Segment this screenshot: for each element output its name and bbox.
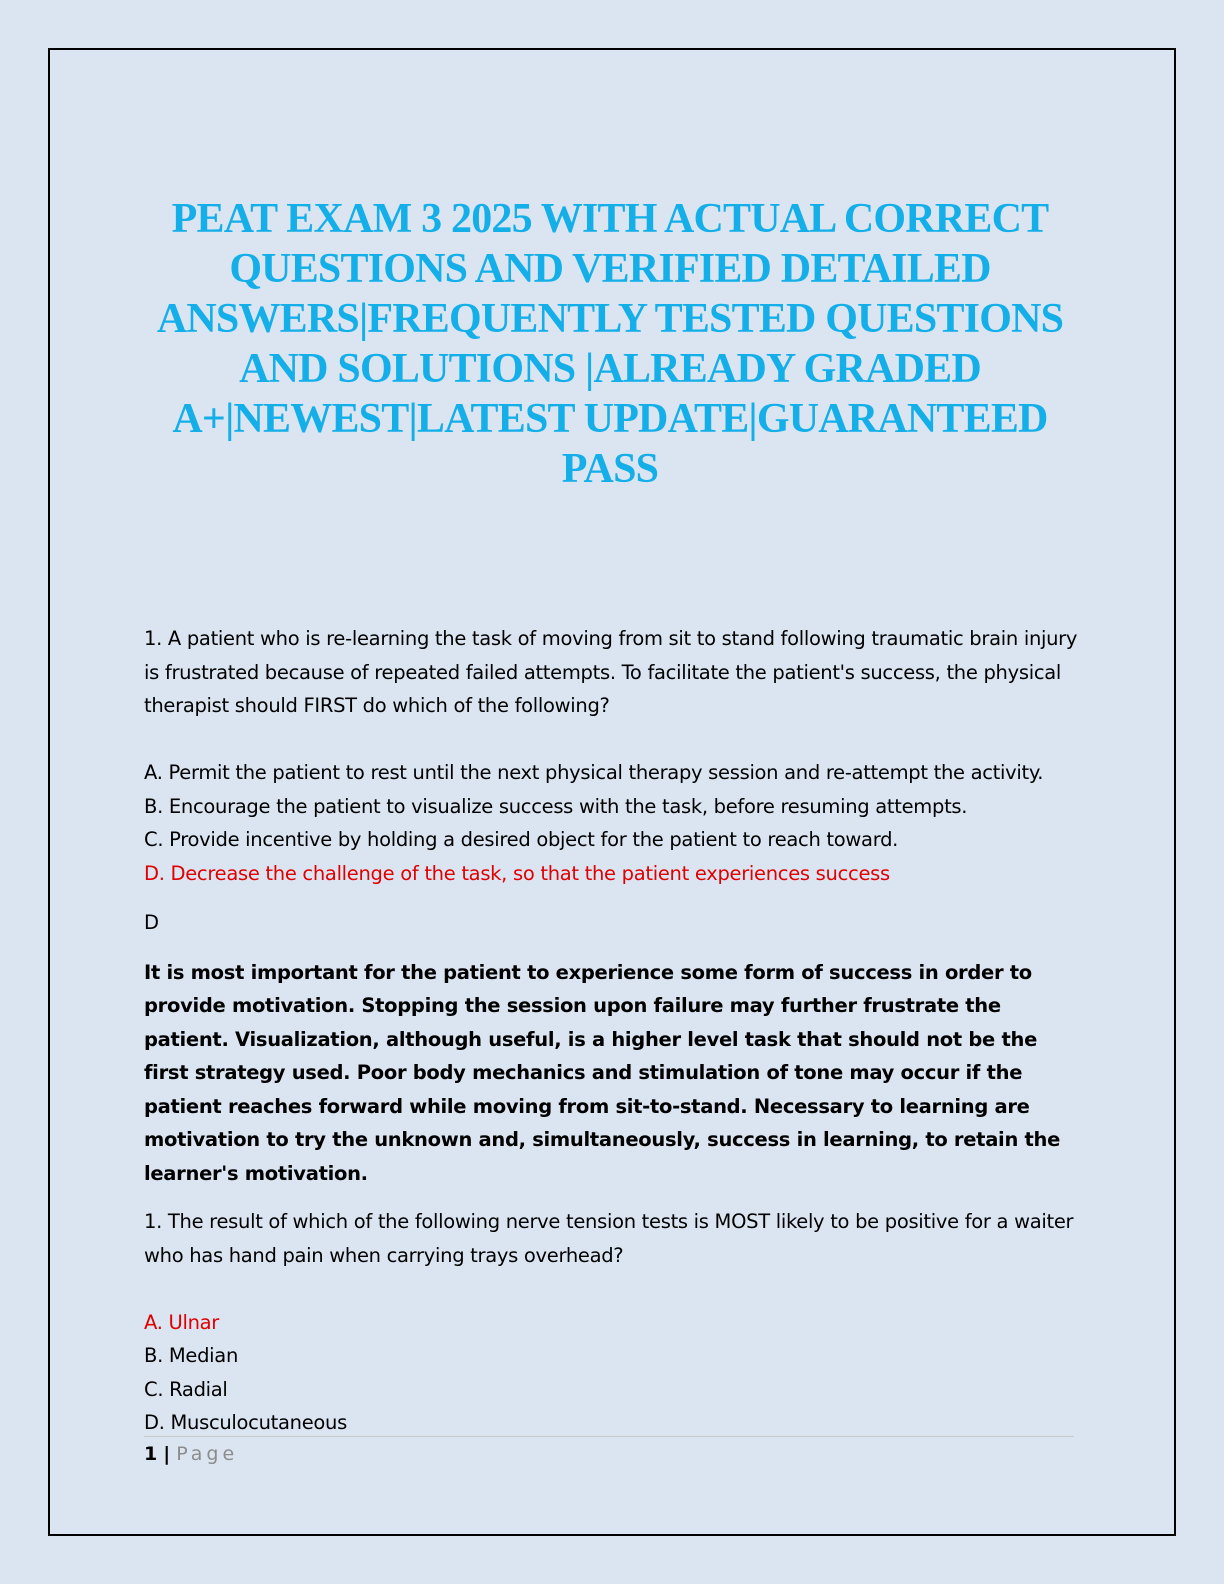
question-2-option-d: D. Musculocutaneous <box>144 1411 347 1434</box>
question-1-option-d-correct: D. Decrease the challenge of the task, so that the patient experiences success <box>144 861 890 885</box>
footer-divider <box>144 1436 1074 1437</box>
question-1-options <box>144 756 1084 890</box>
question-2-option-a-correct: A. Ulnar <box>144 1310 220 1334</box>
page-number: 1 <box>144 1443 158 1465</box>
question-2-option-c: C. Radial <box>144 1377 228 1401</box>
page-footer <box>144 1442 238 1466</box>
question-1-option-b: B. Encourage the patient to visualize success with the task, before resuming attempts. <box>144 794 968 818</box>
question-2-option-b: B. Median <box>144 1344 239 1367</box>
question-2-stem: 1. The result of which of the following nerve tension tests is MOST likely to be positive for a waiter who has hand pain when carrying trays overhead? <box>144 1210 1074 1267</box>
question-1-option-a: A. Permit the patient to rest until the next physical therapy session and re-attempt the activity. <box>144 761 1044 784</box>
footer-separator: | <box>163 1443 171 1465</box>
document-title: PEAT EXAM 3 2025 WITH ACTUAL CORRECT QUESTIONS AND VERIFIED DETAILED ANSWERS|FREQUENTLY TESTED QUESTIONS AND SOLUTIONS |ALREADY GRADED A+|NEWEST|LATEST UPDATE|GUARANTEED PASS <box>156 196 1064 492</box>
page-label: Page <box>176 1443 239 1465</box>
question-1-stem: 1. A patient who is re-learning the task of moving from sit to stand following traumatic brain injury is frustrated because of repeated failed attempts. To facilitate the patient's success, the physical therapist should FIRST do which of the following? <box>144 627 1078 717</box>
question-1-rationale: It is most important for the patient to experience some form of success in order to provide motivation. Stopping the session upon failure may further frustrate the patient. Visualization, although useful, is a higher level task that should not be the first strategy used. Poor body mechanics and stimulation of tone may occur if the patient reaches forward while moving from sit-to-stand. Necessary to learning are motivation to try the unknown and, simultaneously, success in learning, to retain the learner's motivation. <box>144 960 1061 1185</box>
question-2-options <box>144 1306 1084 1440</box>
question-1-answer: D <box>144 911 159 934</box>
question-1-option-c: C. Provide incentive by holding a desired object for the patient to reach toward. <box>144 828 899 851</box>
document-body <box>144 622 1084 1440</box>
